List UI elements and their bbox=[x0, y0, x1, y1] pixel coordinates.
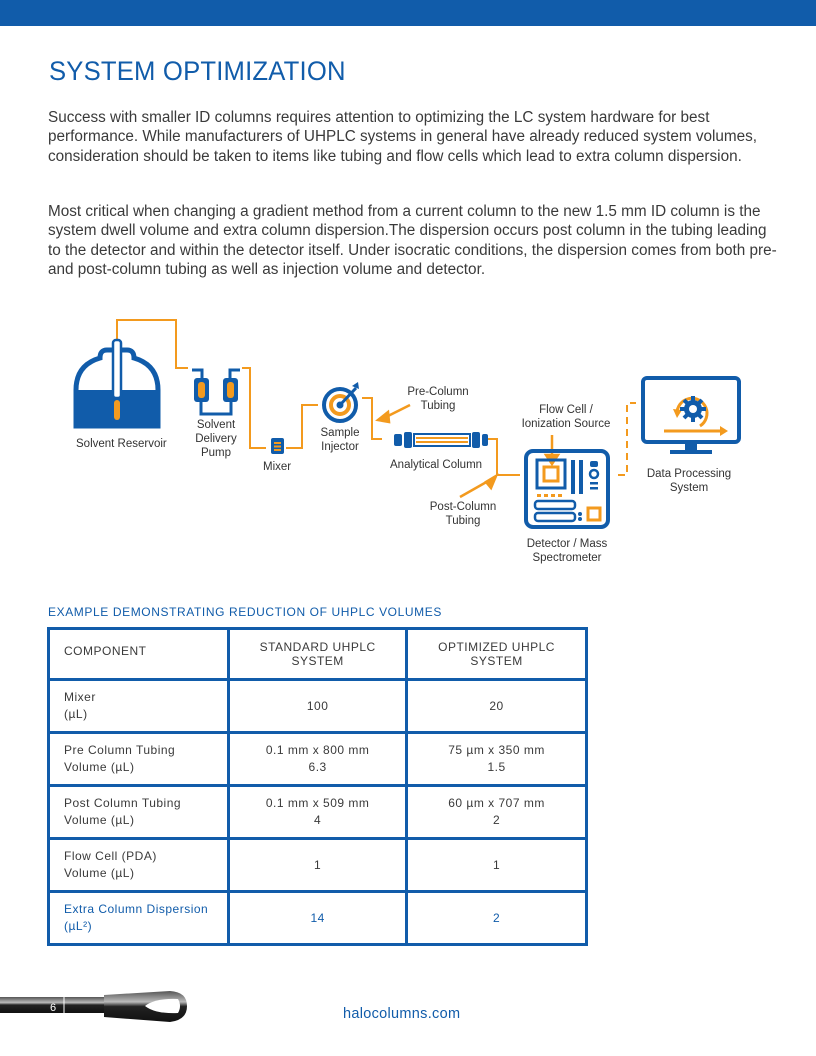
cell-optimized: 1 bbox=[407, 839, 587, 892]
label-dps-line2: System bbox=[669, 482, 709, 494]
label-pump-line3: Pump bbox=[200, 447, 232, 459]
table-row bbox=[49, 839, 587, 892]
header-standard: STANDARD UHPLC SYSTEM bbox=[229, 629, 407, 680]
page-number: 6 bbox=[50, 1002, 57, 1014]
label-solvent-reservoir: Solvent Reservoir bbox=[76, 438, 167, 450]
page-title: SYSTEM OPTIMIZATION bbox=[49, 56, 346, 86]
dispersion-paragraph: Most critical when changing a gradient method from a current column to the new 1.5 mm ID column is the system dwell volume and extra column dispersion.The dispersion occurs post column in the tubing leading to the detector and within the detector itself. Under isocratic conditions, the dispersion comes from both pre- and post-column tubing as well as injection volume and detector. bbox=[48, 203, 777, 278]
header-bar bbox=[0, 0, 816, 26]
cell-standard: 1 bbox=[229, 839, 407, 892]
cell-optimized: 20 bbox=[407, 680, 587, 733]
label-pump-line2: Delivery bbox=[195, 433, 237, 445]
label-mixer: Mixer bbox=[263, 461, 292, 473]
label-precol-line2: Tubing bbox=[420, 400, 456, 412]
cell-component: Post Column Tubing Volume (µL) bbox=[49, 786, 229, 839]
cell-standard: 0.1 mm x 800 mm 6.3 bbox=[229, 733, 407, 786]
analytical-column-icon bbox=[394, 432, 488, 448]
label-flowcell-line1: Flow Cell / bbox=[539, 404, 593, 416]
cell-component: Extra Column Dispersion (µL²) bbox=[49, 892, 229, 945]
tubing-pump-to-mixer bbox=[242, 368, 266, 448]
label-injector-line2: Injector bbox=[321, 441, 359, 453]
website-link[interactable]: halocolumns.com bbox=[343, 1006, 461, 1022]
label-detector bbox=[518, 537, 616, 565]
label-precol-line1: Pre-Column bbox=[407, 386, 469, 398]
tubing-mixer-to-injector bbox=[286, 405, 318, 448]
label-dps-line1: Data Processing bbox=[646, 468, 732, 480]
label-postcol-line2: Tubing bbox=[445, 515, 481, 527]
cell-component: Flow Cell (PDA) Volume (µL) bbox=[49, 839, 229, 892]
label-injector bbox=[316, 426, 364, 454]
table-row-highlight bbox=[49, 892, 587, 945]
label-flow-cell bbox=[515, 403, 617, 431]
postcol-arrow-head bbox=[486, 476, 496, 488]
diagram-graphics bbox=[60, 310, 780, 570]
detector-chip-icon bbox=[526, 451, 608, 527]
label-postcol-line1: Post-Column bbox=[429, 501, 497, 513]
label-injector-line1: Sample bbox=[320, 427, 360, 439]
cell-standard: 100 bbox=[229, 680, 407, 733]
table-caption: EXAMPLE DEMONSTRATING REDUCTION OF UHPLC VOLUMES bbox=[48, 605, 442, 619]
cell-component: Pre Column Tubing Volume (µL) bbox=[49, 733, 229, 786]
cell-standard: 0.1 mm x 509 mm 4 bbox=[229, 786, 407, 839]
precol-arrow-head bbox=[378, 412, 389, 422]
table-row bbox=[49, 786, 587, 839]
pump-icon bbox=[192, 370, 240, 414]
label-pump bbox=[190, 418, 242, 460]
label-detector-line2: Spectrometer bbox=[532, 552, 602, 564]
injector-target-icon bbox=[324, 382, 359, 421]
monitor-gear-icon bbox=[643, 378, 739, 454]
label-precolumn-tubing bbox=[402, 385, 474, 413]
lc-system-diagram bbox=[60, 310, 780, 570]
table-header-row bbox=[49, 629, 587, 680]
intro-paragraph: Success with smaller ID columns requires attention to optimizing the LC system hardware for best performance. While manufacturers of UHPLC systems in general have already reduced system volumes, consideration should be taken to items like tubing and flow cells which lead to extra column dispersion. bbox=[48, 109, 758, 165]
header-optimized: OPTIMIZED UHPLC SYSTEM bbox=[407, 629, 587, 680]
mixer-icon bbox=[271, 438, 284, 454]
label-detector-line1: Detector / Mass bbox=[526, 538, 608, 550]
cell-standard: 14 bbox=[229, 892, 407, 945]
cell-optimized: 60 µm x 707 mm 2 bbox=[407, 786, 587, 839]
label-pump-line1: Solvent bbox=[196, 419, 236, 431]
link-detector-to-dps bbox=[618, 403, 636, 475]
table-row bbox=[49, 733, 587, 786]
label-postcolumn-tubing bbox=[426, 500, 500, 528]
label-flowcell-line2: Ionization Source bbox=[521, 418, 611, 430]
cell-optimized: 75 µm x 350 mm 1.5 bbox=[407, 733, 587, 786]
label-data-processing bbox=[642, 467, 736, 495]
header-component: COMPONENT bbox=[49, 629, 229, 680]
solvent-reservoir-icon bbox=[76, 340, 158, 426]
uhplc-volumes-table bbox=[47, 627, 588, 946]
cell-component: Mixer (µL) bbox=[49, 680, 229, 733]
table-row bbox=[49, 680, 587, 733]
cell-optimized: 2 bbox=[407, 892, 587, 945]
tubing-reservoir-to-pump bbox=[117, 320, 188, 368]
column-probe-graphic bbox=[0, 988, 190, 1028]
label-analytical-column: Analytical Column bbox=[390, 459, 483, 471]
